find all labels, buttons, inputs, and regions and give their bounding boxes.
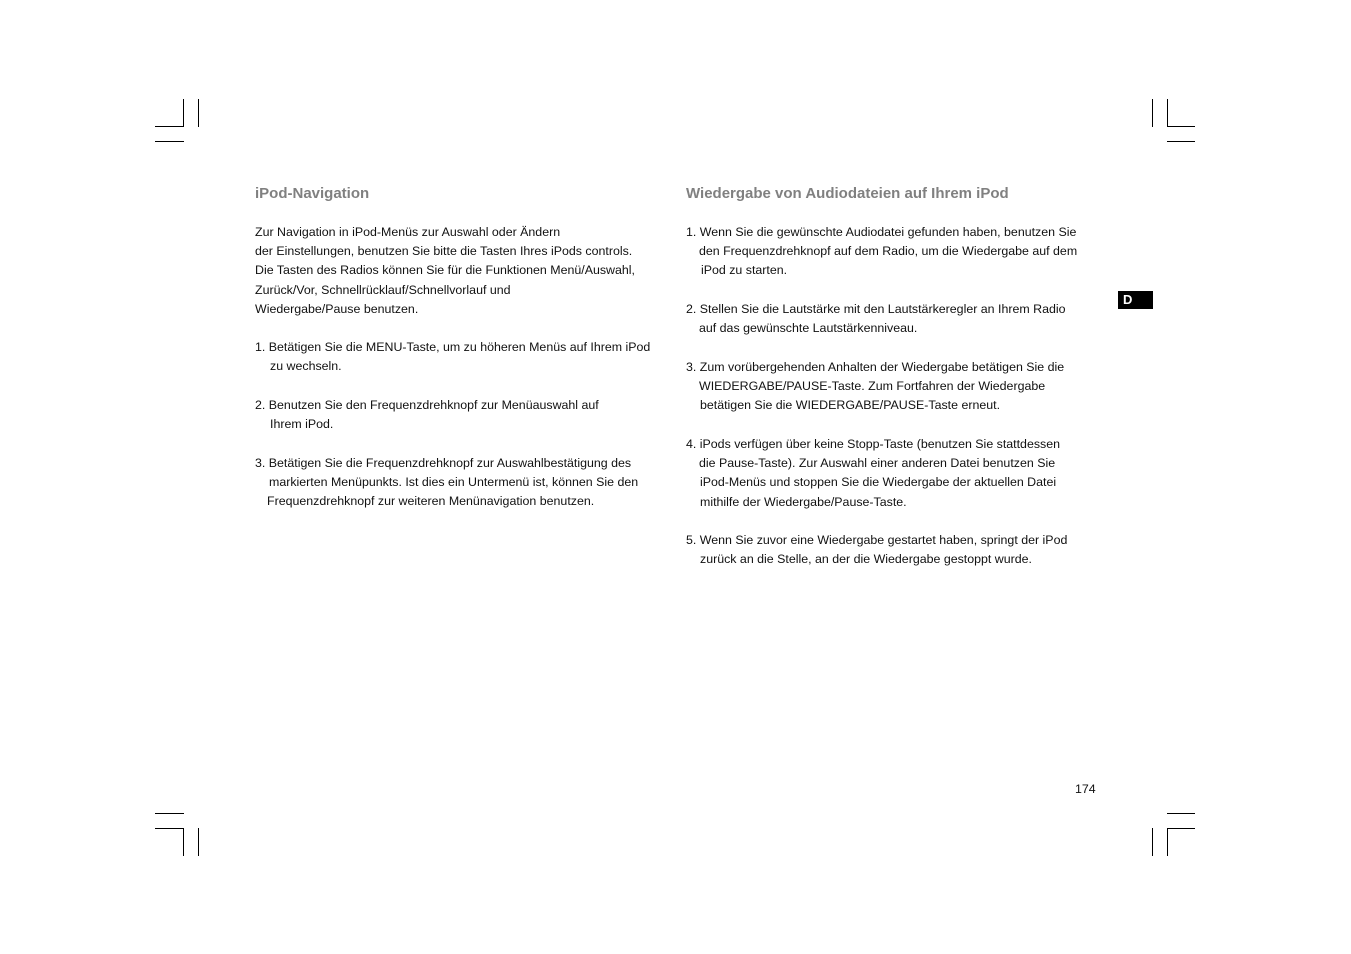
text-line: betätigen Sie die WIEDERGABE/PAUSE-Taste erneut.	[700, 398, 1001, 413]
crop-mark	[1152, 99, 1153, 127]
text-line: die Pause-Taste). Zur Auswahl einer anderen Datei benutzen Sie	[699, 456, 1056, 471]
crop-mark	[1167, 828, 1168, 856]
text-line: iPod zu starten.	[701, 263, 788, 278]
step-4	[686, 435, 1060, 512]
text-line: zurück an die Stelle, an der die Wiedergabe gestoppt wurde.	[700, 552, 1032, 567]
crop-mark	[1167, 99, 1168, 127]
step-2	[255, 396, 599, 434]
intro-paragraph	[255, 223, 635, 319]
step-3	[686, 358, 1064, 416]
text-line: 4. iPods verfügen über keine Stopp-Taste (benutzen Sie stattdessen	[686, 437, 1061, 451]
crop-mark	[1167, 828, 1195, 829]
text-line: 1. Betätigen Sie die MENU-Taste, um zu höheren Menüs auf Ihrem iPod	[255, 340, 651, 354]
section-heading-wiedergabe: Wiedergabe von Audiodateien auf Ihrem iPod	[686, 185, 1009, 202]
section-heading-ipod-navigation: iPod-Navigation	[255, 185, 370, 202]
text-line: Zur Navigation in iPod-Menüs zur Auswahl oder Ändern	[255, 225, 561, 239]
step-2	[686, 300, 1066, 338]
text-line: Zurück/Vor, Schnellrücklauf/Schnellvorlauf und	[255, 282, 511, 297]
text-line: 3. Zum vorübergehenden Anhalten der Wiedergabe betätigen Sie die	[686, 360, 1065, 374]
step-1	[255, 338, 650, 376]
text-line: Die Tasten des Radios können Sie für die Funktionen Menü/Auswahl,	[255, 263, 635, 278]
text-line: 1. Wenn Sie die gewünschte Audiodatei gefunden haben, benutzen Sie	[686, 225, 1077, 239]
text-line: mithilfe der Wiedergabe/Pause-Taste.	[700, 494, 907, 509]
crop-mark	[183, 99, 184, 127]
text-line: Frequenzdrehknopf zur weiteren Menünavigation benutzen.	[267, 494, 595, 509]
text-line: iPod-Menüs und stoppen Sie die Wiedergabe der aktuellen Datei	[700, 475, 1057, 490]
text-line: 2. Stellen Sie die Lautstärke mit den Lautstärkeregler an Ihrem Radio	[686, 302, 1066, 316]
text-line: 5. Wenn Sie zuvor eine Wiedergabe gestartet haben, springt der iPod	[686, 533, 1068, 547]
text-line: Ihrem iPod.	[270, 417, 334, 432]
crop-mark	[1152, 828, 1153, 856]
text-line: Wiedergabe/Pause benutzen.	[255, 301, 419, 316]
text-line: auf das gewünschte Lautstärkenniveau.	[699, 321, 918, 336]
crop-mark	[155, 126, 184, 127]
step-5	[686, 531, 1067, 569]
text-line: markierten Menüpunkts. Ist dies ein Untermenü ist, können Sie den	[269, 475, 639, 490]
language-tab: D	[1118, 291, 1153, 309]
text-line: 2. Benutzen Sie den Frequenzdrehknopf zur Menüauswahl auf	[255, 398, 599, 412]
crop-mark	[183, 828, 184, 856]
text-line: der Einstellungen, benutzen Sie bitte die Tasten Ihres iPods controls.	[255, 244, 633, 259]
step-3	[255, 454, 638, 512]
text-line: WIEDERGABE/PAUSE-Taste. Zum Fortfahren der Wiedergabe	[699, 379, 1046, 394]
text-line: 3. Betätigen Sie die Frequenzdrehknopf zur Auswahlbestätigung des	[255, 456, 632, 470]
crop-mark	[1167, 813, 1195, 814]
step-1	[686, 223, 1077, 281]
crop-mark	[198, 99, 199, 127]
text-line: den Frequenzdrehknopf auf dem Radio, um die Wiedergabe auf dem	[699, 244, 1078, 259]
crop-mark	[155, 828, 184, 829]
crop-mark	[198, 828, 199, 856]
text-line: zu wechseln.	[270, 359, 342, 374]
crop-mark	[155, 141, 184, 142]
crop-mark	[1167, 141, 1195, 142]
page-number: 174	[1075, 782, 1096, 796]
crop-mark	[155, 813, 184, 814]
crop-mark	[1167, 126, 1195, 127]
